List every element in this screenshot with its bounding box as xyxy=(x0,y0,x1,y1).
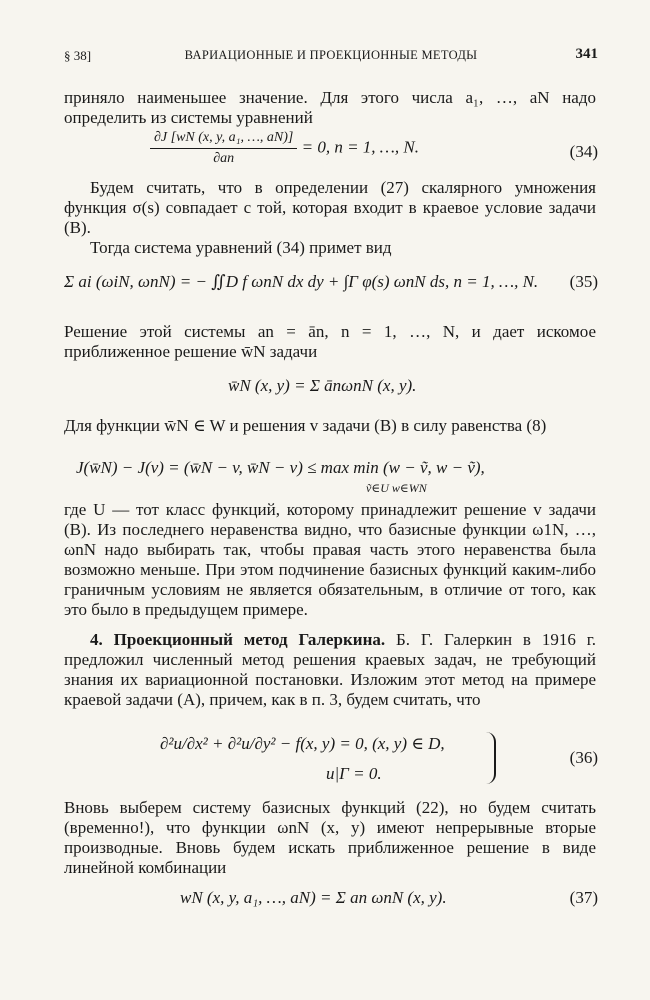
paragraph-2: Будем считать, что в определении (27) скалярного умножения функция σ(s) совпадает с той, которая входит в краевое условие задачи (B). xyxy=(64,178,596,237)
eq34-label: (34) xyxy=(569,142,598,161)
right-brace xyxy=(484,732,496,784)
page-number: 341 xyxy=(575,46,598,62)
running-title: ВАРИАЦИОННЫЕ И ПРОЕКЦИОННЫЕ МЕТОДЫ xyxy=(184,48,478,62)
section-ref: § 38] xyxy=(64,48,92,63)
equation-37: wN (x, y, a₁, …, aN) = Σ an ωnN (x, y). xyxy=(180,888,447,907)
eq37-label: (37) xyxy=(569,888,598,907)
paragraph-4: Решение этой системы an = ān, n = 1, …, N, и дает искомое приближенное решение w̄N задачи xyxy=(64,322,596,361)
paragraph-7 xyxy=(64,630,596,710)
eq34-fraction xyxy=(150,128,297,169)
paragraph-1: приняло наименьшее значение. Для этого числа a₁, …, aN надо определить из системы уравнений xyxy=(64,88,596,127)
eq34-denominator: ∂an xyxy=(213,151,235,166)
paragraph-3: Тогда система уравнений (34) примет вид xyxy=(90,238,392,257)
equation-34 xyxy=(150,128,419,169)
equation-36-line1: ∂²u/∂x² + ∂²u/∂y² − f(x, y) = 0, (x, y) ∈ D, xyxy=(160,734,445,753)
paragraph-8: Вновь выберем систему базисных функций (22), но будем считать (временно!), что функции ωnN (x, y) имеют непрерывные вторые производные. Вновь будем искать приближенное решение в виде линейной комбинации xyxy=(64,798,596,877)
running-header xyxy=(64,48,598,68)
eq34-numerator: ∂J [wN (x, y, a₁, …, aN)] xyxy=(150,128,297,149)
paragraph-7-text: Б. Г. Галеркин в 1916 г. предложил численный метод решения краевых задач, не требующий знания их вариационной постановки. Изложим этот метод на примере краевой задачи (A), причем, как в п. 3, будем считать, что xyxy=(64,630,596,709)
paragraph-5: Для функции w̄N ∈ W и решения v задачи (B) в силу равенства (8) xyxy=(64,416,547,435)
inequality-subscripts: ṽ∈U w∈WN xyxy=(366,481,427,495)
paragraph-6: где U — тот класс функций, которому принадлежит решение v задачи (B). Из последнего неравенства видно, что базисные функции ω1N, …, ωnN надо выбирать так, чтобы правая часть этого неравенства была возможно меньше. При этом подчинение базисных функций каким-либо граничным условиям не является обязательным, в отличие от того, как это было в предыдущем примере. xyxy=(64,500,596,619)
equation-36-line2: u|Γ = 0. xyxy=(326,764,382,783)
equation-35: Σ ai (ωiN, ωnN) = − ∬D f ωnN dx dy + ∫Γ φ(s) ωnN ds, n = 1, …, N. xyxy=(64,272,539,291)
eq36-label: (36) xyxy=(569,748,598,767)
equation-inequality: J(w̄N) − J(v) = (w̄N − v, w̄N − v) ≤ max min (w − ṽ, w − ṽ), xyxy=(76,458,485,477)
eq34-rest: = 0, n = 1, …, N. xyxy=(301,137,419,157)
equation-solution: w̄N (x, y) = Σ ānωnN (x, y). xyxy=(228,376,417,395)
section-heading: 4. Проекционный метод Галеркина. xyxy=(90,630,386,649)
eq35-label: (35) xyxy=(569,272,598,291)
